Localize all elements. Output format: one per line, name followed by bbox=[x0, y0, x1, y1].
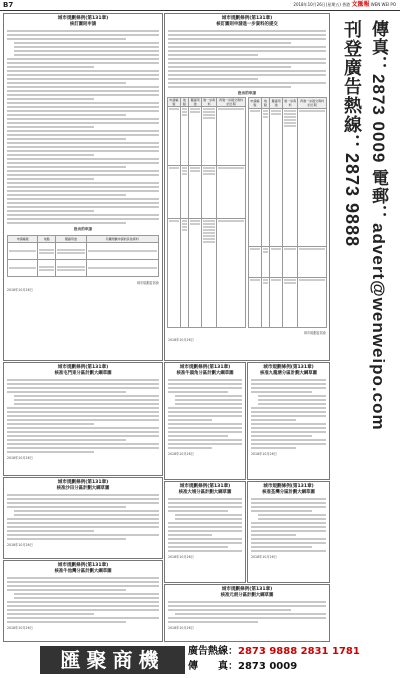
body-line bbox=[251, 522, 326, 524]
ad-sidebar bbox=[330, 12, 398, 638]
body-line bbox=[7, 494, 159, 496]
notice-date: 2018年10月26日 bbox=[7, 456, 33, 460]
body-line bbox=[168, 522, 242, 524]
body-line bbox=[251, 423, 326, 425]
body-line bbox=[7, 194, 126, 196]
body-line bbox=[14, 54, 159, 56]
body-line bbox=[168, 427, 242, 429]
body-line bbox=[168, 617, 326, 619]
body-line bbox=[7, 601, 159, 603]
body-line bbox=[7, 427, 159, 429]
body-line bbox=[7, 538, 126, 540]
notice-subtitle: 核准荃灣分區計劃大綱草圖 bbox=[262, 490, 315, 495]
table-row bbox=[168, 166, 246, 219]
body-line bbox=[7, 158, 159, 160]
body-line bbox=[251, 546, 312, 548]
column-header: 申請編號 bbox=[169, 98, 179, 106]
notice-date: 2018年10月26日 bbox=[251, 452, 277, 456]
notice-yuen-long bbox=[164, 584, 330, 642]
body-line bbox=[168, 42, 291, 44]
body-line bbox=[258, 518, 326, 520]
body-line bbox=[7, 210, 94, 212]
body-line bbox=[168, 431, 242, 433]
body-line bbox=[168, 46, 326, 48]
hotline-label: 廣告熱線： bbox=[188, 646, 238, 657]
body-line bbox=[168, 74, 326, 76]
table-row bbox=[8, 243, 159, 260]
body-line bbox=[7, 78, 159, 80]
notice-title: 城市規劃條例(第131章) bbox=[57, 16, 109, 21]
notice-date: 2018年10月26日 bbox=[7, 288, 33, 292]
body-line bbox=[7, 522, 159, 524]
body-line bbox=[7, 170, 159, 172]
notice-date: 2018年10月26日 bbox=[168, 452, 194, 456]
body-line bbox=[14, 593, 159, 595]
body-line bbox=[168, 506, 242, 508]
body-line bbox=[7, 423, 94, 425]
body-line bbox=[168, 54, 258, 56]
body-line bbox=[7, 498, 159, 500]
notice-subtitle: 核准沙田分區計劃大綱草圖 bbox=[56, 486, 110, 491]
brand-name: 文匯報 bbox=[351, 1, 370, 8]
body-line bbox=[168, 550, 242, 552]
body-line bbox=[251, 534, 296, 536]
body-line bbox=[7, 98, 94, 100]
notice-date: 2018年10月26日 bbox=[7, 543, 33, 547]
body-line bbox=[168, 70, 326, 72]
notice-subtitle: 核訂圖則申請 bbox=[69, 22, 97, 27]
body-line bbox=[168, 407, 242, 409]
notice-title: 城市規劃條例(第131章) bbox=[179, 365, 231, 370]
body-line bbox=[7, 74, 159, 76]
body-line bbox=[251, 510, 312, 512]
banner-logo: 匯聚商機 bbox=[40, 646, 185, 674]
body-line bbox=[168, 435, 228, 437]
body-line bbox=[251, 530, 326, 532]
body-line bbox=[14, 597, 159, 599]
body-line bbox=[7, 134, 159, 136]
body-line bbox=[168, 387, 242, 389]
body-line bbox=[168, 34, 326, 36]
body-line bbox=[14, 50, 159, 52]
page-header bbox=[0, 0, 400, 11]
body-line bbox=[7, 387, 159, 389]
header-date: 2018年10月26日(星期五) 香港 bbox=[293, 2, 351, 7]
body-line bbox=[7, 431, 159, 433]
notice-date: 2018年10月26日 bbox=[251, 555, 277, 559]
body-line bbox=[168, 411, 242, 413]
body-line bbox=[7, 30, 159, 32]
body-line bbox=[175, 395, 242, 397]
notice-title: 城市規劃條例(第131章) bbox=[263, 484, 314, 489]
table-row bbox=[168, 219, 246, 328]
notice-application bbox=[3, 13, 163, 361]
body-line bbox=[7, 166, 126, 168]
body-line bbox=[7, 502, 159, 504]
column-header: 地點 bbox=[180, 98, 188, 107]
notice-title: 城市規劃條例(第131章) bbox=[221, 16, 273, 21]
body-line bbox=[14, 510, 159, 512]
body-line bbox=[168, 538, 242, 540]
notice-title: 城市規劃條例(第131章) bbox=[179, 484, 231, 489]
body-line bbox=[7, 34, 159, 36]
notice-tsuen-wan bbox=[247, 481, 330, 583]
body-line bbox=[168, 78, 258, 80]
notice-kowloon-tong bbox=[247, 362, 330, 480]
notice-date: 2018年10月26日 bbox=[168, 555, 194, 559]
body-line bbox=[7, 589, 126, 591]
hotline-number: 2873 9888 2831 1781 bbox=[238, 646, 360, 657]
body-line bbox=[7, 447, 159, 449]
body-line bbox=[258, 403, 326, 405]
body-line bbox=[251, 502, 326, 504]
signature: 城市規劃委員會 bbox=[136, 281, 159, 285]
body-line bbox=[175, 518, 242, 520]
body-line bbox=[168, 546, 228, 548]
further-info-table-left bbox=[167, 97, 246, 328]
body-line bbox=[7, 90, 159, 92]
body-line bbox=[14, 395, 159, 397]
column-header: 進一步資料 bbox=[203, 98, 216, 106]
body-line bbox=[168, 601, 326, 603]
body-line bbox=[7, 435, 159, 437]
body-line bbox=[168, 439, 242, 441]
notice-date: 2018年10月26日 bbox=[7, 626, 33, 630]
body-line bbox=[251, 550, 326, 552]
body-line bbox=[7, 605, 159, 607]
body-line bbox=[7, 206, 159, 208]
notice-subtitle: 核准屯門東分區計劃大綱草圖 bbox=[54, 371, 112, 376]
body-line bbox=[7, 70, 159, 72]
body-line bbox=[7, 122, 159, 124]
body-line bbox=[7, 581, 159, 583]
ad-contact-vertical: 傳真：2873 0009 電郵：advert@wenweipo.com bbox=[369, 20, 388, 431]
notice-sha-tin bbox=[3, 477, 163, 559]
body-line bbox=[175, 403, 242, 405]
body-line bbox=[168, 447, 212, 449]
column-header: 進一步資料 bbox=[284, 99, 297, 107]
body-line bbox=[168, 621, 258, 623]
notice-date: 2018年10月26日 bbox=[168, 626, 194, 630]
body-line bbox=[251, 379, 326, 381]
body-line bbox=[251, 383, 326, 385]
notice-ngau-chi-wan bbox=[3, 560, 163, 642]
body-line bbox=[168, 30, 326, 32]
notice-title: 城市規劃條例(第131章) bbox=[221, 587, 273, 592]
column-header: 申請編號 bbox=[8, 236, 38, 243]
body-line bbox=[251, 431, 326, 433]
body-line bbox=[7, 609, 159, 611]
body-line bbox=[7, 439, 126, 441]
body-line bbox=[7, 146, 159, 148]
body-line bbox=[7, 66, 94, 68]
body-line bbox=[7, 214, 159, 216]
body-line bbox=[7, 38, 126, 40]
body-line bbox=[7, 383, 159, 385]
fax-number: 2873 0009 bbox=[238, 661, 298, 672]
column-header: 地點 bbox=[261, 98, 269, 109]
body-line bbox=[168, 66, 291, 68]
section-heading: 批出的申請 bbox=[74, 227, 92, 231]
body-line bbox=[168, 502, 242, 504]
body-line bbox=[251, 407, 326, 409]
fax-label: 傳 真： bbox=[188, 661, 238, 672]
body-line bbox=[168, 510, 228, 512]
body-line bbox=[251, 443, 326, 445]
body-line bbox=[7, 218, 159, 220]
body-line bbox=[7, 186, 159, 188]
body-line bbox=[7, 534, 159, 536]
notice-title: 城市規劃條例(第131章) bbox=[57, 365, 109, 370]
table-row bbox=[249, 247, 327, 278]
body-line bbox=[7, 379, 159, 381]
body-line bbox=[7, 443, 159, 445]
body-line bbox=[7, 415, 159, 417]
header-date-line bbox=[293, 1, 396, 9]
column-header: 再進一步提交資料的日期 bbox=[298, 98, 327, 109]
body-line bbox=[168, 38, 326, 40]
notice-subtitle: 核准元朗分區計劃大綱草圖 bbox=[220, 593, 274, 598]
body-line bbox=[251, 419, 296, 421]
body-line bbox=[7, 526, 159, 528]
body-line bbox=[168, 58, 326, 60]
column-header: 擬議用途 bbox=[190, 98, 200, 106]
notice-subtitle: 核准大埔分區計劃大綱草圖 bbox=[178, 490, 232, 495]
notice-subtitle: 核訂圖則申請進一步資料的提交 bbox=[216, 22, 278, 27]
body-line bbox=[7, 62, 159, 64]
body-line bbox=[7, 613, 94, 615]
body-line bbox=[7, 190, 159, 192]
body-line bbox=[251, 447, 296, 449]
body-line bbox=[7, 411, 159, 413]
body-line bbox=[7, 150, 159, 152]
notice-subtitle: 核准牛池灣分區計劃大綱草圖 bbox=[54, 569, 112, 574]
ad-hotline-vertical: 刊登廣告熱線：2873 9888 bbox=[342, 20, 362, 248]
body-line bbox=[7, 451, 94, 453]
body-line bbox=[7, 82, 126, 84]
body-line bbox=[258, 395, 326, 397]
body-line bbox=[7, 118, 159, 120]
table-row bbox=[8, 260, 159, 277]
body-line bbox=[251, 415, 326, 417]
body-line bbox=[168, 423, 242, 425]
body-line bbox=[168, 534, 212, 536]
body-line bbox=[251, 506, 326, 508]
body-line bbox=[7, 142, 159, 144]
body-line bbox=[251, 498, 326, 500]
body-line bbox=[168, 542, 242, 544]
body-line bbox=[251, 526, 326, 528]
notice-date: 2018年10月26日 bbox=[168, 338, 194, 342]
body-line bbox=[7, 102, 159, 104]
body-line bbox=[7, 86, 159, 88]
body-line bbox=[168, 50, 326, 52]
section-heading: 批出的申請 bbox=[238, 91, 256, 95]
body-line bbox=[14, 403, 159, 405]
body-line bbox=[7, 585, 159, 587]
body-line bbox=[175, 514, 242, 516]
notice-tai-po bbox=[164, 481, 246, 583]
body-line bbox=[168, 419, 212, 421]
further-info-table-right bbox=[248, 97, 327, 328]
body-line bbox=[7, 198, 159, 200]
table-row bbox=[249, 109, 327, 247]
body-line bbox=[168, 62, 326, 64]
body-line bbox=[175, 613, 326, 615]
body-line bbox=[7, 391, 126, 393]
notice-title: 城市規劃條例(第131章) bbox=[57, 563, 109, 568]
body-line bbox=[7, 506, 126, 508]
body-line bbox=[7, 182, 159, 184]
body-line bbox=[258, 399, 326, 401]
body-line bbox=[7, 154, 94, 156]
column-header: 擬議用途 bbox=[56, 236, 86, 243]
body-line bbox=[251, 411, 326, 413]
notice-title: 城市規劃條例(第131章) bbox=[263, 365, 314, 370]
body-line bbox=[251, 387, 326, 389]
body-line bbox=[14, 514, 159, 516]
body-line bbox=[7, 110, 159, 112]
notice-ngau-tau-kok bbox=[164, 362, 246, 480]
column-header: 地點 bbox=[38, 236, 56, 243]
body-line bbox=[168, 379, 242, 381]
body-line bbox=[7, 419, 159, 421]
body-line bbox=[251, 391, 312, 393]
body-line bbox=[7, 577, 159, 579]
page-number: B7 bbox=[3, 1, 14, 9]
body-line bbox=[258, 514, 326, 516]
body-line bbox=[7, 162, 159, 164]
column-header: 有關規劃申請的其他資料 bbox=[86, 236, 158, 243]
body-line bbox=[175, 399, 242, 401]
brand-site: WEN WEI PO bbox=[370, 2, 396, 7]
body-line bbox=[168, 383, 242, 385]
body-line bbox=[168, 530, 242, 532]
body-line bbox=[14, 42, 159, 44]
body-line bbox=[7, 174, 159, 176]
notice-tuen-mun bbox=[3, 362, 163, 476]
body-line bbox=[251, 435, 312, 437]
body-line bbox=[7, 530, 94, 532]
body-line bbox=[7, 130, 159, 132]
body-line bbox=[168, 605, 326, 607]
table-row bbox=[249, 277, 327, 327]
body-line bbox=[7, 222, 126, 224]
tables-wrapper bbox=[167, 97, 327, 328]
body-line bbox=[7, 106, 159, 108]
body-line bbox=[7, 178, 94, 180]
body-line bbox=[168, 498, 242, 500]
body-line bbox=[168, 82, 326, 84]
body-line bbox=[168, 415, 242, 417]
body-line bbox=[7, 114, 126, 116]
body-line bbox=[7, 407, 159, 409]
body-line bbox=[7, 58, 159, 60]
banner-fax-row bbox=[188, 659, 360, 674]
body-line bbox=[251, 538, 326, 540]
notice-subtitle: 核准牛頭角分區計劃大綱草圖 bbox=[176, 371, 234, 376]
body-line bbox=[168, 86, 291, 88]
column-header: 擬議用途 bbox=[271, 99, 281, 107]
body-line bbox=[168, 443, 242, 445]
body-line bbox=[14, 399, 159, 401]
body-line bbox=[7, 202, 159, 204]
notice-subtitle: 核准九龍塘分區計劃大綱草圖 bbox=[259, 371, 318, 376]
body-line bbox=[168, 609, 291, 611]
application-table bbox=[7, 235, 159, 277]
bottom-banner bbox=[0, 642, 400, 678]
banner-hotline-row bbox=[188, 644, 360, 659]
body-line bbox=[168, 526, 242, 528]
signature: 城市規劃委員會 bbox=[303, 331, 326, 335]
body-line bbox=[7, 518, 159, 520]
body-line bbox=[7, 621, 126, 623]
notice-title: 城市規劃條例(第131章) bbox=[57, 480, 109, 485]
column-header: 申請編號 bbox=[250, 99, 260, 107]
body-line bbox=[251, 427, 326, 429]
banner-info bbox=[188, 644, 360, 674]
body-line bbox=[168, 391, 228, 393]
body-line bbox=[7, 126, 94, 128]
body-line bbox=[7, 617, 159, 619]
table-row bbox=[168, 107, 246, 166]
body-line bbox=[7, 94, 159, 96]
column-header: 再進一步提交資料的日期 bbox=[217, 98, 246, 107]
notice-further-info bbox=[164, 13, 330, 361]
body-line bbox=[251, 439, 326, 441]
body-line bbox=[7, 138, 126, 140]
body-line bbox=[251, 542, 326, 544]
body-line bbox=[14, 46, 159, 48]
